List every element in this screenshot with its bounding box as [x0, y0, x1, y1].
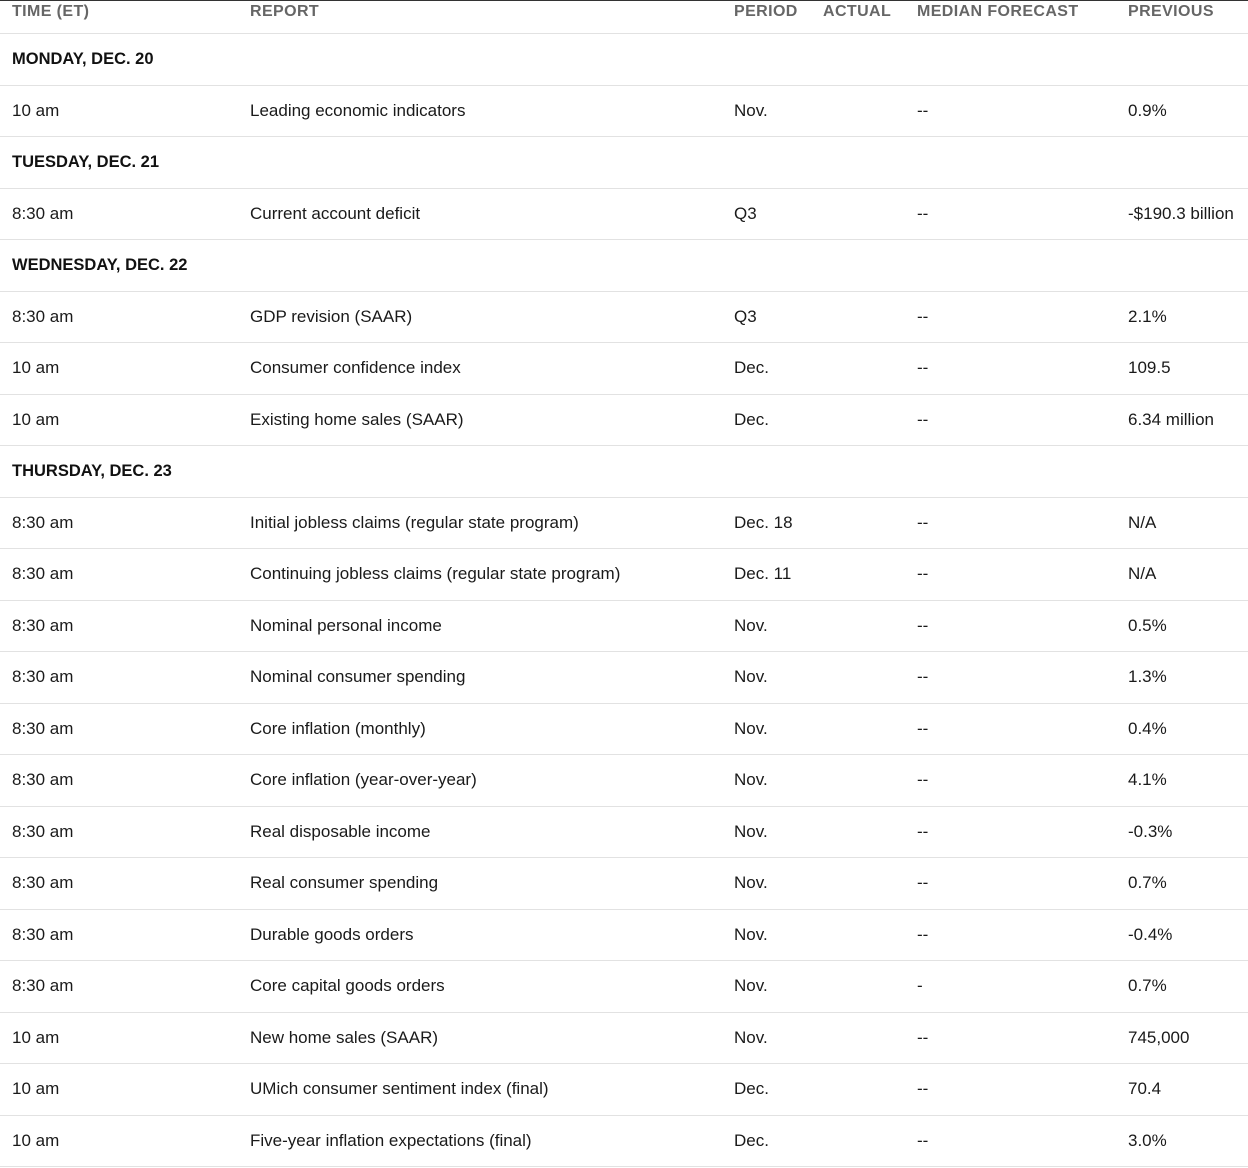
- column-header-time: TIME (ET): [12, 3, 90, 20]
- report-cell: Continuing jobless claims (regular state program): [250, 564, 621, 584]
- previous-cell: 109.5: [1128, 358, 1171, 378]
- time-cell: 10 am: [12, 100, 60, 120]
- median-forecast-cell: --: [917, 512, 929, 532]
- median-forecast-cell: --: [917, 1027, 929, 1047]
- day-header-row: [0, 446, 1248, 498]
- period-cell: Q3: [734, 306, 757, 326]
- report-cell: GDP revision (SAAR): [250, 306, 413, 326]
- previous-cell: 1.3%: [1128, 667, 1167, 687]
- day-header-row: [0, 137, 1248, 189]
- previous-cell: -0.4%: [1128, 924, 1173, 944]
- previous-cell: -0.3%: [1128, 821, 1173, 841]
- day-header-row: [0, 34, 1248, 86]
- report-cell: Leading economic indicators: [250, 100, 466, 120]
- period-cell: Dec.: [734, 358, 769, 378]
- period-cell: Nov.: [734, 873, 768, 893]
- column-header-median-forecast: MEDIAN FORECAST: [917, 3, 1079, 20]
- report-cell: Five-year inflation expectations (final): [250, 1130, 532, 1150]
- median-forecast-cell: --: [917, 924, 929, 944]
- previous-cell: 0.7%: [1128, 976, 1167, 996]
- column-header-report: REPORT: [250, 3, 320, 20]
- previous-cell: 0.5%: [1128, 615, 1167, 635]
- median-forecast-cell: --: [917, 667, 929, 687]
- median-forecast-cell: --: [917, 770, 929, 790]
- period-cell: Dec.: [734, 1130, 769, 1150]
- previous-cell: N/A: [1128, 512, 1157, 532]
- time-cell: 8:30 am: [12, 718, 74, 738]
- table-row: [0, 1116, 1248, 1168]
- report-cell: Core capital goods orders: [250, 976, 445, 996]
- report-cell: New home sales (SAAR): [250, 1027, 439, 1047]
- time-cell: 8:30 am: [12, 564, 74, 584]
- median-forecast-cell: --: [917, 615, 929, 635]
- median-forecast-cell: --: [917, 873, 929, 893]
- table-row: [0, 343, 1248, 395]
- previous-cell: -$190.3 billion: [1128, 203, 1234, 223]
- period-cell: Nov.: [734, 770, 768, 790]
- time-cell: 8:30 am: [12, 203, 74, 223]
- table-row: [0, 498, 1248, 550]
- period-cell: Nov.: [734, 924, 768, 944]
- time-cell: 10 am: [12, 1027, 60, 1047]
- previous-cell: 745,000: [1128, 1027, 1190, 1047]
- table-row: [0, 1013, 1248, 1065]
- previous-cell: 0.7%: [1128, 873, 1167, 893]
- time-cell: 10 am: [12, 358, 60, 378]
- report-cell: Nominal consumer spending: [250, 667, 466, 687]
- previous-cell: 3.0%: [1128, 1130, 1167, 1150]
- period-cell: Nov.: [734, 667, 768, 687]
- table-row: [0, 704, 1248, 756]
- previous-cell: 6.34 million: [1128, 409, 1214, 429]
- report-cell: Real consumer spending: [250, 873, 439, 893]
- period-cell: Nov.: [734, 1027, 768, 1047]
- report-cell: Consumer confidence index: [250, 358, 461, 378]
- time-cell: 8:30 am: [12, 873, 74, 893]
- median-forecast-cell: --: [917, 306, 929, 326]
- time-cell: 8:30 am: [12, 976, 74, 996]
- median-forecast-cell: --: [917, 358, 929, 378]
- period-cell: Nov.: [734, 821, 768, 841]
- column-header-actual: ACTUAL: [823, 3, 892, 20]
- median-forecast-cell: --: [917, 564, 929, 584]
- day-header-row: [0, 240, 1248, 292]
- period-cell: Dec. 11: [734, 564, 792, 584]
- table-row: [0, 755, 1248, 807]
- time-cell: 10 am: [12, 409, 60, 429]
- report-cell: Existing home sales (SAAR): [250, 409, 464, 429]
- day-label: TUESDAY, DEC. 21: [12, 152, 160, 171]
- median-forecast-cell: --: [917, 203, 929, 223]
- table-row: [0, 395, 1248, 447]
- previous-cell: 0.4%: [1128, 718, 1167, 738]
- period-cell: Nov.: [734, 100, 768, 120]
- previous-cell: 4.1%: [1128, 770, 1167, 790]
- column-header-period: PERIOD: [734, 3, 798, 20]
- median-forecast-cell: -: [917, 976, 923, 996]
- report-cell: Real disposable income: [250, 821, 431, 841]
- table-row: [0, 910, 1248, 962]
- period-cell: Dec.: [734, 1079, 769, 1099]
- time-cell: 8:30 am: [12, 821, 74, 841]
- column-header-previous: PREVIOUS: [1128, 3, 1214, 20]
- table-row: [0, 86, 1248, 138]
- previous-cell: 0.9%: [1128, 100, 1167, 120]
- time-cell: 10 am: [12, 1079, 60, 1099]
- table-header: [0, 1, 1248, 34]
- previous-cell: 70.4: [1128, 1079, 1162, 1099]
- table-row: [0, 292, 1248, 344]
- table-body: [0, 34, 1248, 1167]
- report-cell: Core inflation (monthly): [250, 718, 426, 738]
- report-cell: Initial jobless claims (regular state program): [250, 512, 579, 532]
- median-forecast-cell: --: [917, 1130, 929, 1150]
- report-cell: Durable goods orders: [250, 924, 414, 944]
- time-cell: 8:30 am: [12, 924, 74, 944]
- period-cell: Nov.: [734, 976, 768, 996]
- median-forecast-cell: --: [917, 409, 929, 429]
- previous-cell: 2.1%: [1128, 306, 1167, 326]
- report-cell: UMich consumer sentiment index (final): [250, 1079, 549, 1099]
- time-cell: 8:30 am: [12, 512, 74, 532]
- period-cell: Nov.: [734, 718, 768, 738]
- table-row: [0, 549, 1248, 601]
- table-row: [0, 652, 1248, 704]
- period-cell: Dec. 18: [734, 512, 793, 532]
- period-cell: Dec.: [734, 409, 769, 429]
- period-cell: Q3: [734, 203, 757, 223]
- period-cell: Nov.: [734, 615, 768, 635]
- report-cell: Current account deficit: [250, 203, 421, 223]
- table-row: [0, 189, 1248, 241]
- median-forecast-cell: --: [917, 100, 929, 120]
- day-label: WEDNESDAY, DEC. 22: [12, 255, 188, 274]
- report-cell: Core inflation (year-over-year): [250, 770, 477, 790]
- median-forecast-cell: --: [917, 718, 929, 738]
- day-label: MONDAY, DEC. 20: [12, 49, 154, 68]
- table-row: [0, 961, 1248, 1013]
- table-row: [0, 1064, 1248, 1116]
- report-cell: Nominal personal income: [250, 615, 442, 635]
- previous-cell: N/A: [1128, 564, 1157, 584]
- table-row: [0, 807, 1248, 859]
- median-forecast-cell: --: [917, 821, 929, 841]
- median-forecast-cell: --: [917, 1079, 929, 1099]
- table-row: [0, 858, 1248, 910]
- time-cell: 8:30 am: [12, 306, 74, 326]
- time-cell: 8:30 am: [12, 615, 74, 635]
- time-cell: 8:30 am: [12, 770, 74, 790]
- time-cell: 8:30 am: [12, 667, 74, 687]
- day-label: THURSDAY, DEC. 23: [12, 461, 172, 480]
- table-row: [0, 601, 1248, 653]
- time-cell: 10 am: [12, 1130, 60, 1150]
